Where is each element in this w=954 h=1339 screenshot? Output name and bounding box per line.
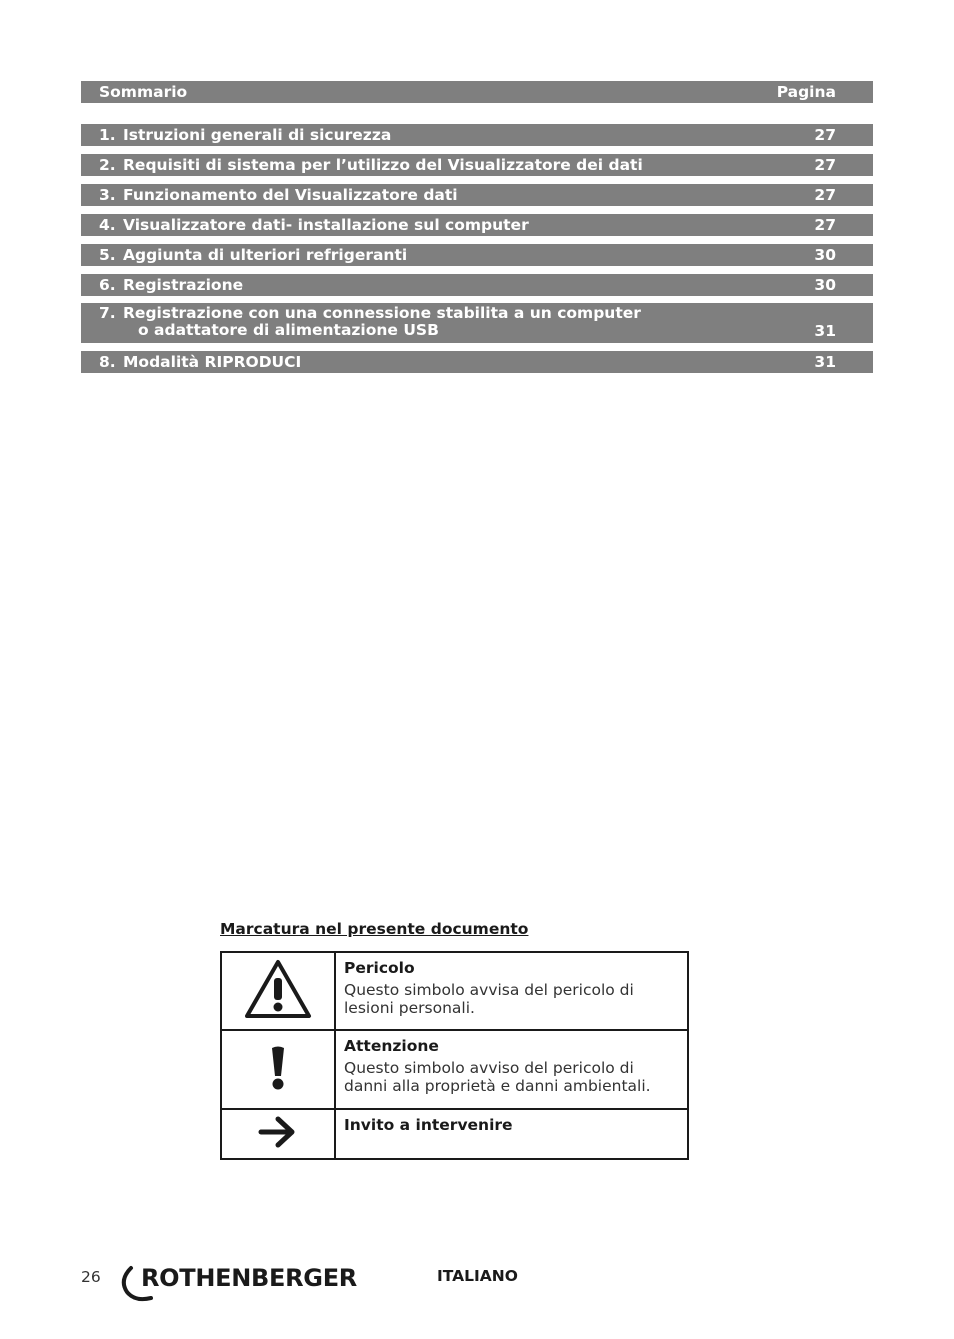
toc-item-title: Modalità RIPRODUCI [123, 353, 302, 371]
toc-item-page: 30 [814, 246, 836, 264]
legend-row [221, 1109, 688, 1159]
toc-item-page: 27 [814, 186, 836, 204]
toc-item-page: 31 [814, 353, 836, 371]
toc-header [81, 81, 873, 103]
toc-item[interactable] [81, 303, 873, 343]
legend-symbol-cell [221, 1109, 335, 1159]
legend-text-cell [335, 1030, 688, 1109]
toc-item-number: 3. [99, 186, 116, 204]
legend-text-cell [335, 952, 688, 1030]
toc-item[interactable] [81, 351, 873, 373]
toc-item-title: Registrazione [123, 276, 244, 294]
toc-item-number: 6. [99, 276, 116, 294]
toc-item-title: Aggiunta di ulteriori refrigeranti [123, 246, 408, 264]
toc-item[interactable] [81, 124, 873, 146]
toc-item-page: 30 [814, 276, 836, 294]
legend-text-cell [335, 1109, 688, 1159]
toc-item-number: 2. [99, 156, 116, 174]
toc-header-title: Sommario [99, 83, 188, 101]
legend-symbol-cell [221, 952, 335, 1030]
toc-item-number: 8. [99, 353, 116, 371]
toc-item-page: 27 [814, 216, 836, 234]
toc-item[interactable] [81, 214, 873, 236]
toc-item-title-line1: Registrazione con una connessione stabilita a un computer [123, 304, 641, 322]
toc-item[interactable] [81, 184, 873, 206]
legend-description: Questo simbolo avviso del pericolo di danni alla proprietà e danni ambientali. [344, 1059, 651, 1095]
marking-legend-table [220, 951, 689, 1160]
toc-item-title: Visualizzatore dati- installazione sul computer [123, 216, 529, 234]
warning-triangle-icon [243, 958, 313, 1020]
legend-row [221, 1030, 688, 1109]
toc-item-number: 4. [99, 216, 116, 234]
legend-label: Invito a intervenire [344, 1116, 513, 1134]
toc-item-page: 27 [814, 126, 836, 144]
language-label: ITALIANO [437, 1267, 518, 1285]
page-number: 26 [81, 1268, 101, 1286]
toc-item[interactable] [81, 154, 873, 176]
toc-item-title: Requisiti di sistema per l’utilizzo del Visualizzatore dei dati [123, 156, 643, 174]
toc-item-number: 5. [99, 246, 116, 264]
toc-item-title: Istruzioni generali di sicurezza [123, 126, 392, 144]
toc-item-number: 7. [99, 304, 116, 322]
exclamation-icon [268, 1045, 288, 1091]
marking-section-title: Marcatura nel presente documento [220, 920, 529, 938]
legend-row [221, 952, 688, 1030]
toc-item-title: Funzionamento del Visualizzatore dati [123, 186, 458, 204]
toc-item-number: 1. [99, 126, 116, 144]
brand-logo-text: ROTHENBERGER [141, 1264, 357, 1292]
legend-label: Attenzione [344, 1037, 439, 1055]
legend-description: Questo simbolo avvisa del pericolo di lesioni personali. [344, 981, 634, 1017]
toc-item-page: 31 [814, 322, 836, 340]
toc-item[interactable] [81, 244, 873, 266]
toc-header-page: Pagina [776, 83, 836, 101]
legend-label: Pericolo [344, 959, 415, 977]
legend-symbol-cell [221, 1030, 335, 1109]
toc-item[interactable] [81, 274, 873, 296]
arrow-right-icon [258, 1115, 298, 1149]
toc-item-title [123, 305, 641, 339]
toc-item-title-line2: o adattatore di alimentazione USB [138, 321, 439, 339]
toc-item-page: 27 [814, 156, 836, 174]
